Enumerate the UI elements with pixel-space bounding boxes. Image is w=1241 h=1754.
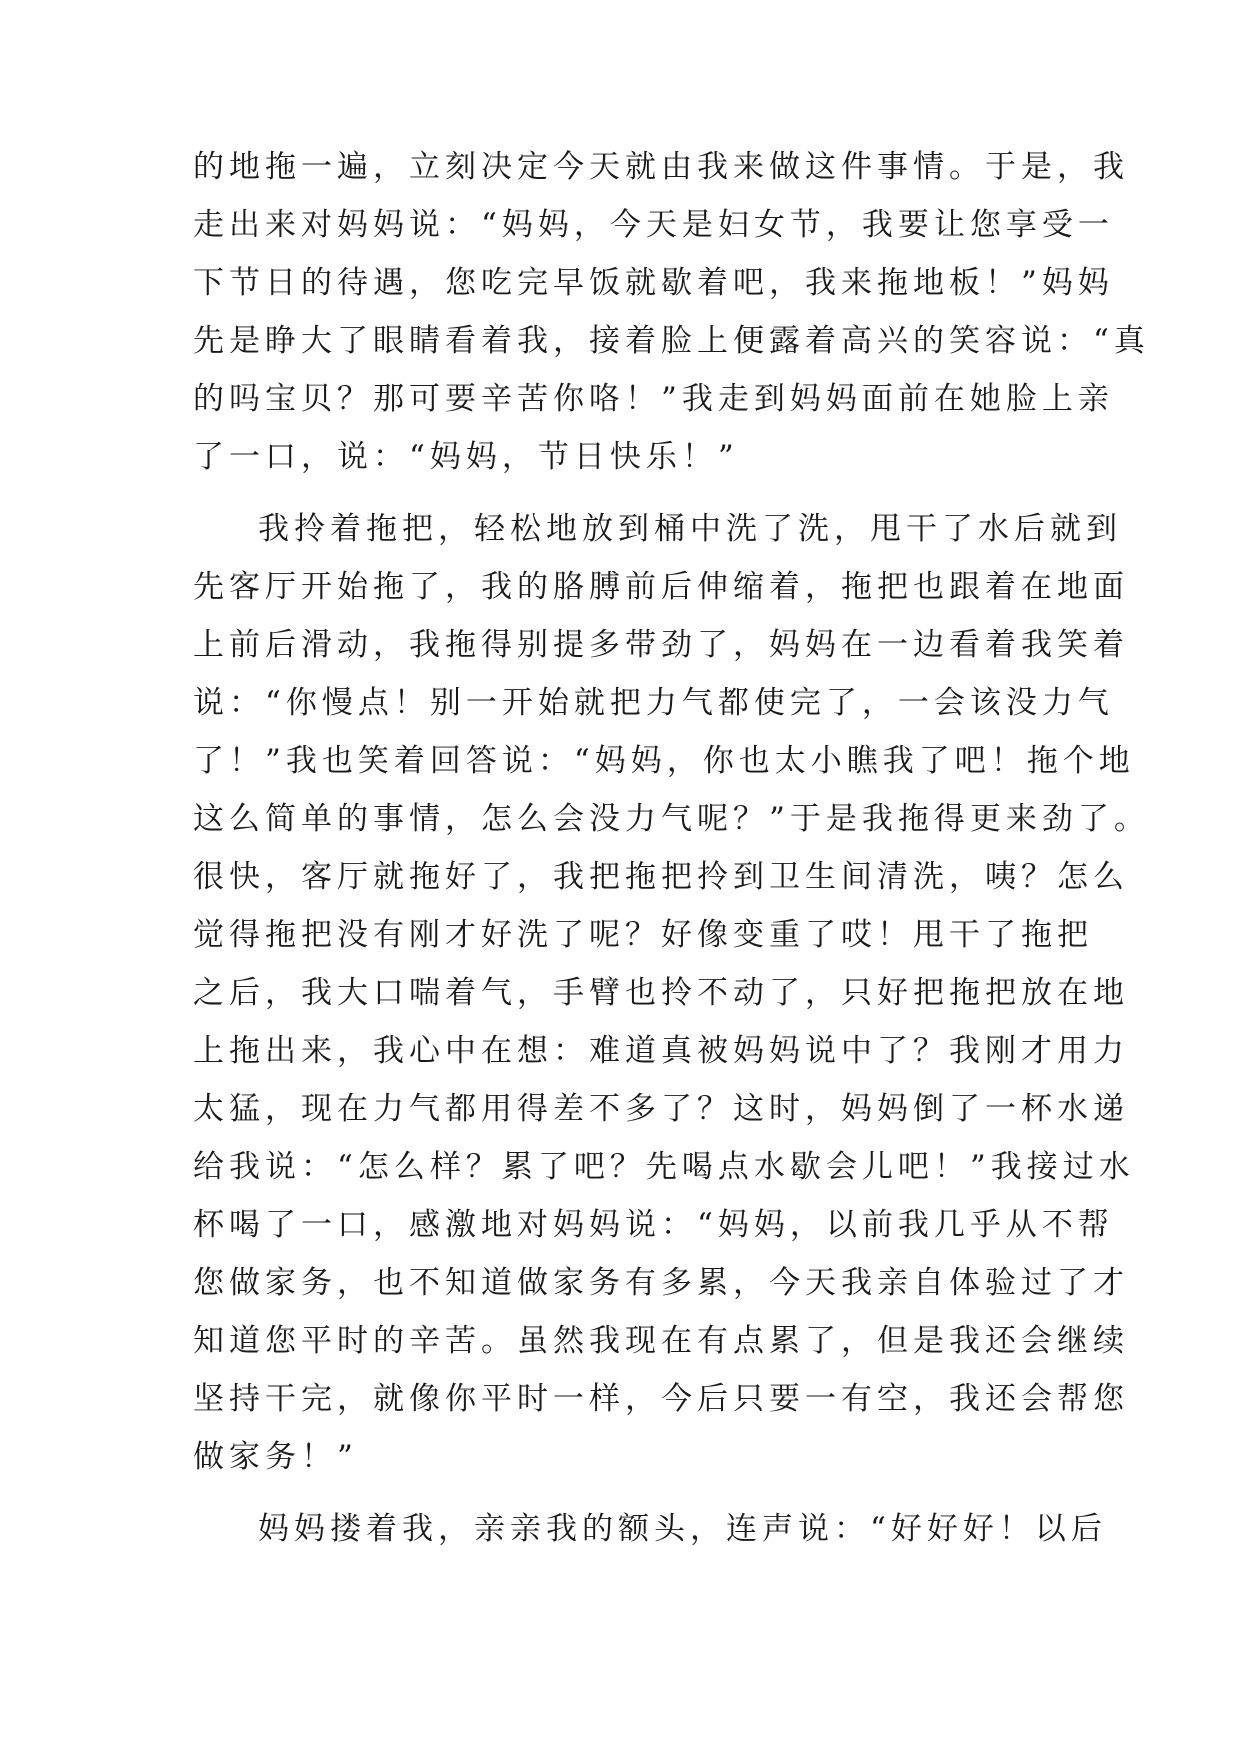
text-line: 给我说：“怎么样？累了吧？先喝点水歇会儿吧！”我接过水 xyxy=(193,1149,1135,1185)
text-line: 坚持干完，就像你平时一样，今后只要一有空，我还会帮您 xyxy=(193,1381,1129,1417)
text-line: 您做家务，也不知道做家务有多累，今天我亲自体验过了才 xyxy=(193,1265,1129,1301)
text-line: 了！”我也笑着回答说：“妈妈，你也太小瞧我了吧！拖个地 xyxy=(193,743,1135,779)
text-line: 这么简单的事情，怎么会没力气呢？”于是我拖得更来劲了。 xyxy=(193,801,1150,837)
text-line: 先客厅开始拖了，我的胳膊前后伸缩着，拖把也跟着在地面 xyxy=(193,569,1129,605)
text-line: 上拖出来，我心中在想：难道真被妈妈说中了？我刚才用力 xyxy=(193,1033,1129,1069)
text-line: 的地拖一遍，立刻决定今天就由我来做这件事情。于是，我 xyxy=(193,149,1129,185)
text-line: 很快，客厅就拖好了，我把拖把拎到卫生间清洗，咦？怎么 xyxy=(193,859,1129,895)
text-line: 之后，我大口喘着气，手臂也拎不动了，只好把拖把放在地 xyxy=(193,975,1129,1011)
text-line: 说：“你慢点！别一开始就把力气都使完了，一会该没力气 xyxy=(193,685,1114,721)
text-line: 了一口，说：“妈妈，节日快乐！” xyxy=(193,439,739,475)
text-line: 太猛，现在力气都用得差不多了？这时，妈妈倒了一杯水递 xyxy=(193,1091,1129,1127)
paragraph-first-line: 我拎着拖把，轻松地放到桶中洗了洗，甩干了水后就到 xyxy=(258,511,1122,547)
text-line: 走出来对妈妈说：“妈妈，今天是妇女节，我要让您享受一 xyxy=(193,207,1114,243)
text-line: 做家务！” xyxy=(193,1439,358,1475)
text-line: 觉得拖把没有刚才好洗了呢？好像变重了哎！甩干了拖把 xyxy=(193,917,1093,953)
text-line: 先是睁大了眼睛看着我，接着脸上便露着高兴的笑容说：“真 xyxy=(193,323,1150,359)
text-line: 杯喝了一口，感激地对妈妈说：“妈妈，以前我几乎从不帮 xyxy=(193,1207,1114,1243)
text-line: 的吗宝贝？那可要辛苦你咯！”我走到妈妈面前在她脸上亲 xyxy=(193,381,1114,417)
text-line: 知道您平时的辛苦。虽然我现在有点累了，但是我还会继续 xyxy=(193,1323,1129,1359)
text-line: 上前后滑动，我拖得别提多带劲了，妈妈在一边看着我笑着 xyxy=(193,627,1129,663)
paragraph-first-line: 妈妈搂着我，亲亲我的额头，连声说：“好好好！以后 xyxy=(258,1511,1107,1547)
text-line: 下节日的待遇，您吃完早饭就歇着吧，我来拖地板！”妈妈 xyxy=(193,265,1114,301)
